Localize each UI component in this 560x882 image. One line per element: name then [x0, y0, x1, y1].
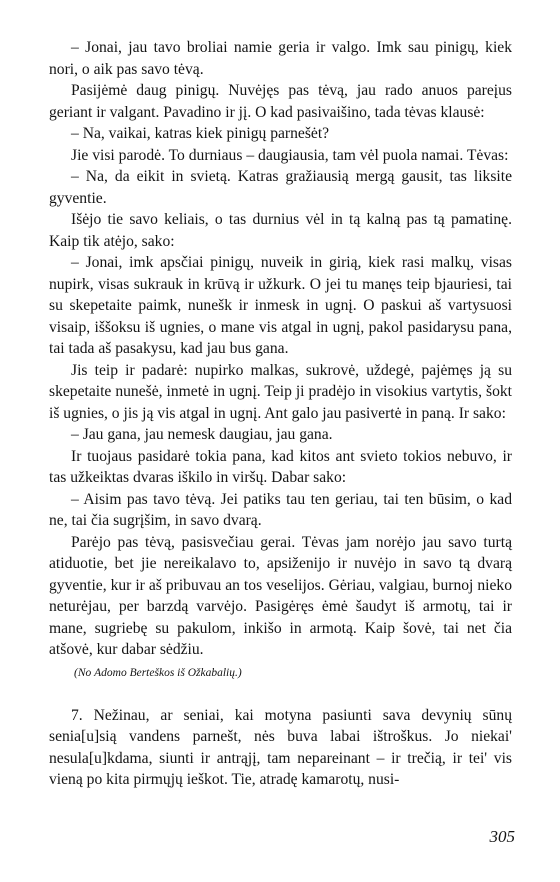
source-note: (Nо Adomo Berteškos iš Ožkabalių.) — [74, 666, 242, 679]
paragraph: – Aisim pas tavo tėvą. Jei patiks tau ten geriau, tai ten būsim, o kad ne, tai čia sugrįšim, in savo dvarą. — [49, 490, 512, 529]
paragraph: Jis teip ir padarė: nupirko malkas, sukrovė, uždegė, pajėmęs ją su skepetaite nunešė, inmetė in ugnį. Teip ji pradėjo in visokius vartytis, šokt iš ugnies, o jis ją vis atgal in ugnį. Ant galo jau pasivertė in paną. Ir sako: — [49, 361, 512, 422]
next-story-paragraph: 7. Nežinau, ar seniai, kai motyna pasiunti sava devynių sūnų senia[u]sią vandens parnešt, nės buva labai ištroškus. Jo niekai' nesula[u]kdama, siunti ir antrąjį, tam nepareinant – ir trečią, ir tei' vis vieną po kita pirmųjų ieškot. Tie, atradę kamarotų, nusi- — [49, 706, 512, 788]
paragraph: – Jonai, jau tavo broliai namie geria ir valgo. Imk sau pinigų, kiek nori, o aik pas savo tėvą. — [49, 39, 512, 78]
paragraph: – Jau gana, jau nemesk daugiau, jau gana. — [71, 426, 333, 443]
paragraph: Jie visi parodė. To durniaus – daugiausia, tam vėl puola namai. Tėvas: — [71, 146, 509, 164]
paragraph: – Na, vaikai, katras kiek pinigų parnešėt? — [71, 125, 330, 142]
paragraph: Išėjo tie savo keliais, o tas durnius vėl in tą kalną pas tą pamatinę. Kaip tik atėjo, sako: — [49, 211, 512, 250]
paragraph: – Jonai, imk apsčiai pinigų, nuveik in girią, kiek rasi malkų, visas nupirk, visas sukrauk in krūvą ir užkurk. O jei tu manęs teip bjauriesi, tai su skepetaite paimk, nunešk ir inmesk in ugnį. O paskui aš vartysuosi visaip, iššoksu iš ugnies, o mane vis atgal in ugnį, pakol pasidarysu pana, tai tada aš pasakysu, kad jau bus gana. — [49, 254, 512, 357]
paragraph: Pasijėmė daug pinigų. Nuvėjęs pas tėvą, jau rado anuos pareįus geriant ir valgant. Pavadino ir jį. O kad pasivaišino, tada tėvas klausė: — [49, 82, 512, 121]
paragraph: Parėjo pas tėvą, pasisvečiau gerai. Tėvas jam norėjo jau savo turtą atiduotie, bet jie nereikalavo to, apsiženijo ir nuvėjo in savo tą dvarą gyventie, kur ir aš pribuvau an tos veselijos. Gėriau, valgiau, burnoj nieko neturėjau, per barzdą varvėjo. Pasigėręs ėmė šaudyt iš armotų, tai ir mane, sugriebę su pakulom, inkišo in armotą. Kaip šovė, tai net čia atšovė, kur dabar sėdžiu. — [49, 533, 512, 658]
paragraph: – Na, da eikit in svietą. Katras gražiausią mergą gausit, tas liksite gyventie. — [49, 168, 512, 207]
page-number: 305 — [489, 827, 515, 846]
paragraph: Ir tuojaus pasidarė tokia pana, kad kitos ant svieto tokios nebuvo, ir tas užkeiktas dvaras iškilo in viršų. Dabar sako: — [49, 447, 512, 486]
page-text-block — [49, 37, 512, 791]
